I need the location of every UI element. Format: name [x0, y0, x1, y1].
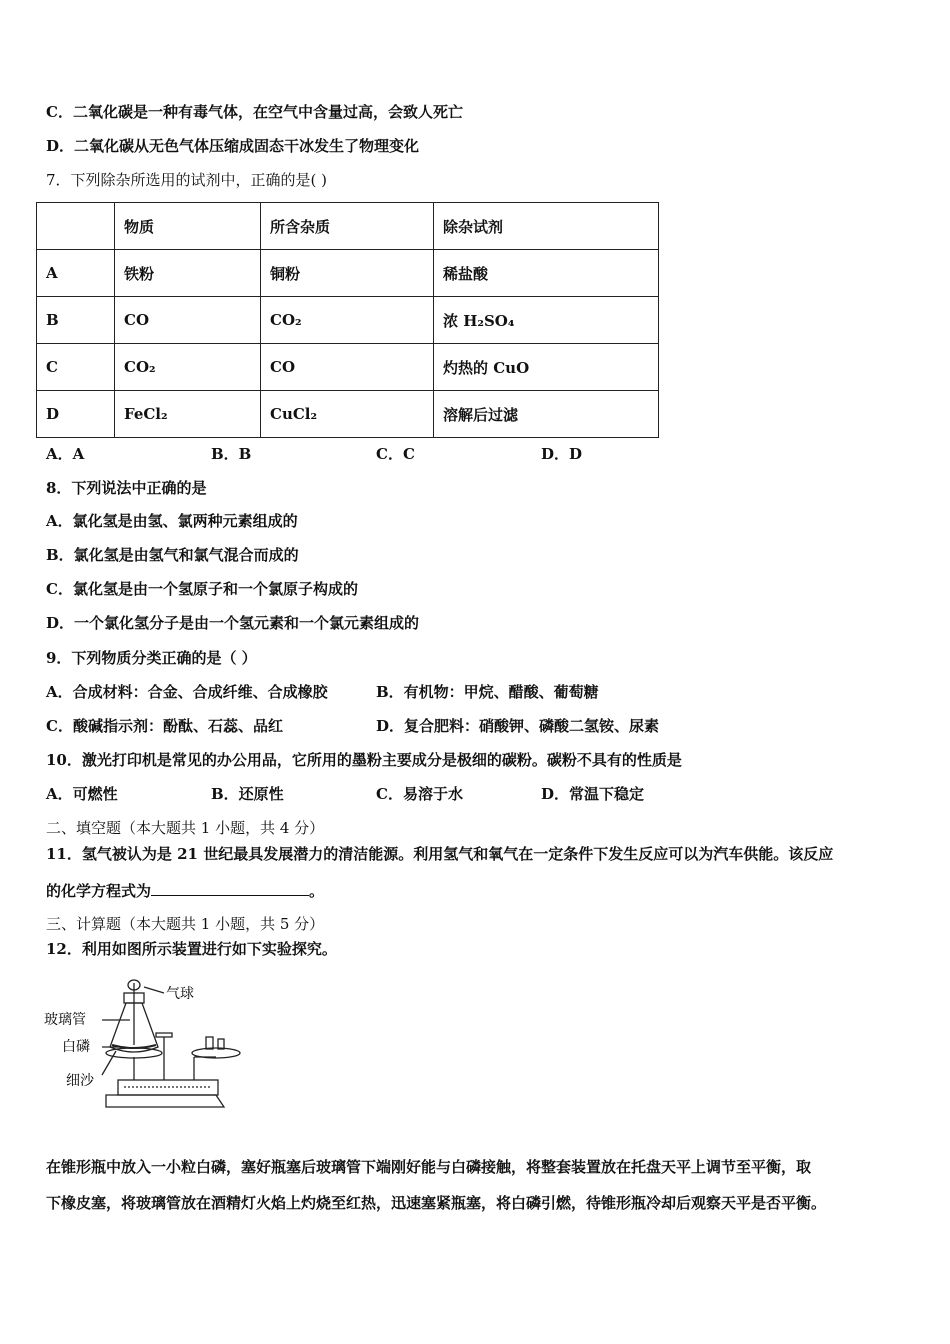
row-label: C [37, 344, 115, 391]
table-header-cell: 物质 [115, 203, 261, 250]
table-header-row [37, 203, 659, 250]
substance-cell: CO [115, 297, 261, 344]
q11-line-2 [46, 880, 324, 901]
q8-option-b: B．氯化氢是由氢气和氯气混合而成的 [46, 546, 299, 564]
q7-option-a: A．A [46, 445, 85, 463]
impurity-cell: CuCl₂ [261, 391, 434, 438]
balance-base [106, 1095, 224, 1107]
q10-stem: 10．激光打印机是常见的办公用品，它所用的墨粉主要成分是极细的碳粉。碳粉不具有的性质是 [46, 751, 682, 769]
label-balloon: 气球 [166, 985, 194, 1001]
q12-stem: 12．利用如图所示装置进行如下实验探究。 [46, 940, 337, 958]
balance-apparatus-figure [44, 975, 244, 1120]
q7-option-c: C．C [376, 445, 415, 463]
q11-line-2-text: 的化学方程式为 [46, 882, 152, 900]
q8-option-d: D．一个氯化氢分子是由一个氢元素和一个氯元素组成的 [46, 614, 420, 632]
impurity-cell: CO₂ [261, 297, 434, 344]
q9-option-c: C．酸碱指示剂：酚酞、石蕊、品红 [46, 717, 283, 735]
table-row [37, 297, 659, 344]
reagent-cell: 稀盐酸 [434, 250, 659, 297]
answer-blank[interactable] [151, 880, 309, 896]
table-row [37, 250, 659, 297]
q9-option-b: B．有机物：甲烷、醋酸、葡萄糖 [376, 683, 599, 701]
reagent-cell: 浓 H₂SO₄ [434, 297, 659, 344]
q9-option-d: D．复合肥料：硝酸钾、磷酸二氢铵、尿素 [376, 717, 660, 735]
table-header-cell: 除杂试剂 [434, 203, 659, 250]
label-white-phosphorus: 白磷 [62, 1038, 90, 1054]
row-label: D [37, 391, 115, 438]
table-header-cell [37, 203, 115, 250]
table-row [37, 344, 659, 391]
q8-option-c: C．氯化氢是由一个氢原子和一个氯原子构成的 [46, 580, 358, 598]
q8-stem: 8．下列说法中正确的是 [46, 479, 207, 497]
q6-option-d: D．二氧化碳从无色气体压缩成固态干冰发生了物理变化 [46, 137, 420, 155]
q7-stem: 7．下列除杂所选用的试剂中，正确的是( ) [46, 171, 328, 189]
q10-option-a: A．可燃性 [46, 785, 118, 803]
weight [206, 1037, 213, 1049]
q11-line-2-end: 。 [309, 882, 325, 900]
q7-option-d: D．D [541, 445, 583, 463]
q9-stem: 9．下列物质分类正确的是（ ） [46, 649, 257, 667]
impurity-cell: 铜粉 [261, 250, 434, 297]
table-header-cell: 所含杂质 [261, 203, 434, 250]
q12-paragraph-line-2: 下橡皮塞，将玻璃管放在酒精灯火焰上灼烧至红热，迅速塞紧瓶塞，将白磷引燃，待锥形瓶冷却后观察天平是否平衡。 [46, 1194, 827, 1212]
q10-option-d: D．常温下稳定 [541, 785, 645, 803]
q10-option-b: B．还原性 [211, 785, 284, 803]
substance-cell: CO₂ [115, 344, 261, 391]
label-glass-tube: 玻璃管 [44, 1011, 86, 1027]
row-label: A [37, 250, 115, 297]
q11-line-1: 11．氢气被认为是 21 世纪最具发展潜力的清洁能源。利用氢气和氧气在一定条件下发生反应可以为汽车供能。该反应 [46, 845, 834, 863]
reagent-cell: 灼热的 CuO [434, 344, 659, 391]
table-row [37, 391, 659, 438]
q6-option-c: C．二氧化碳是一种有毒气体，在空气中含量过高，会致人死亡 [46, 103, 463, 121]
section-2-title: 二、填空题（本大题共 1 小题，共 4 分） [46, 819, 325, 837]
balance-post [156, 1033, 172, 1080]
section-3-title: 三、计算题（本大题共 1 小题，共 5 分） [46, 915, 325, 933]
impurity-cell: CO [261, 344, 434, 391]
q7-option-b: B．B [211, 445, 252, 463]
q10-option-c: C．易溶于水 [376, 785, 463, 803]
q7-table [36, 202, 659, 438]
q8-option-a: A．氯化氢是由氢、氯两种元素组成的 [46, 512, 298, 530]
row-label: B [37, 297, 115, 344]
substance-cell: FeCl₂ [115, 391, 261, 438]
q12-paragraph-line-1: 在锥形瓶中放入一小粒白磷，塞好瓶塞后玻璃管下端刚好能与白磷接触，将整套装置放在托盘天平上调节至平衡，取 [46, 1158, 812, 1176]
label-fine-sand: 细沙 [66, 1072, 94, 1088]
substance-cell: 铁粉 [115, 250, 261, 297]
q9-option-a: A．合成材料：合金、合成纤维、合成橡胶 [46, 683, 328, 701]
reagent-cell: 溶解后过滤 [434, 391, 659, 438]
